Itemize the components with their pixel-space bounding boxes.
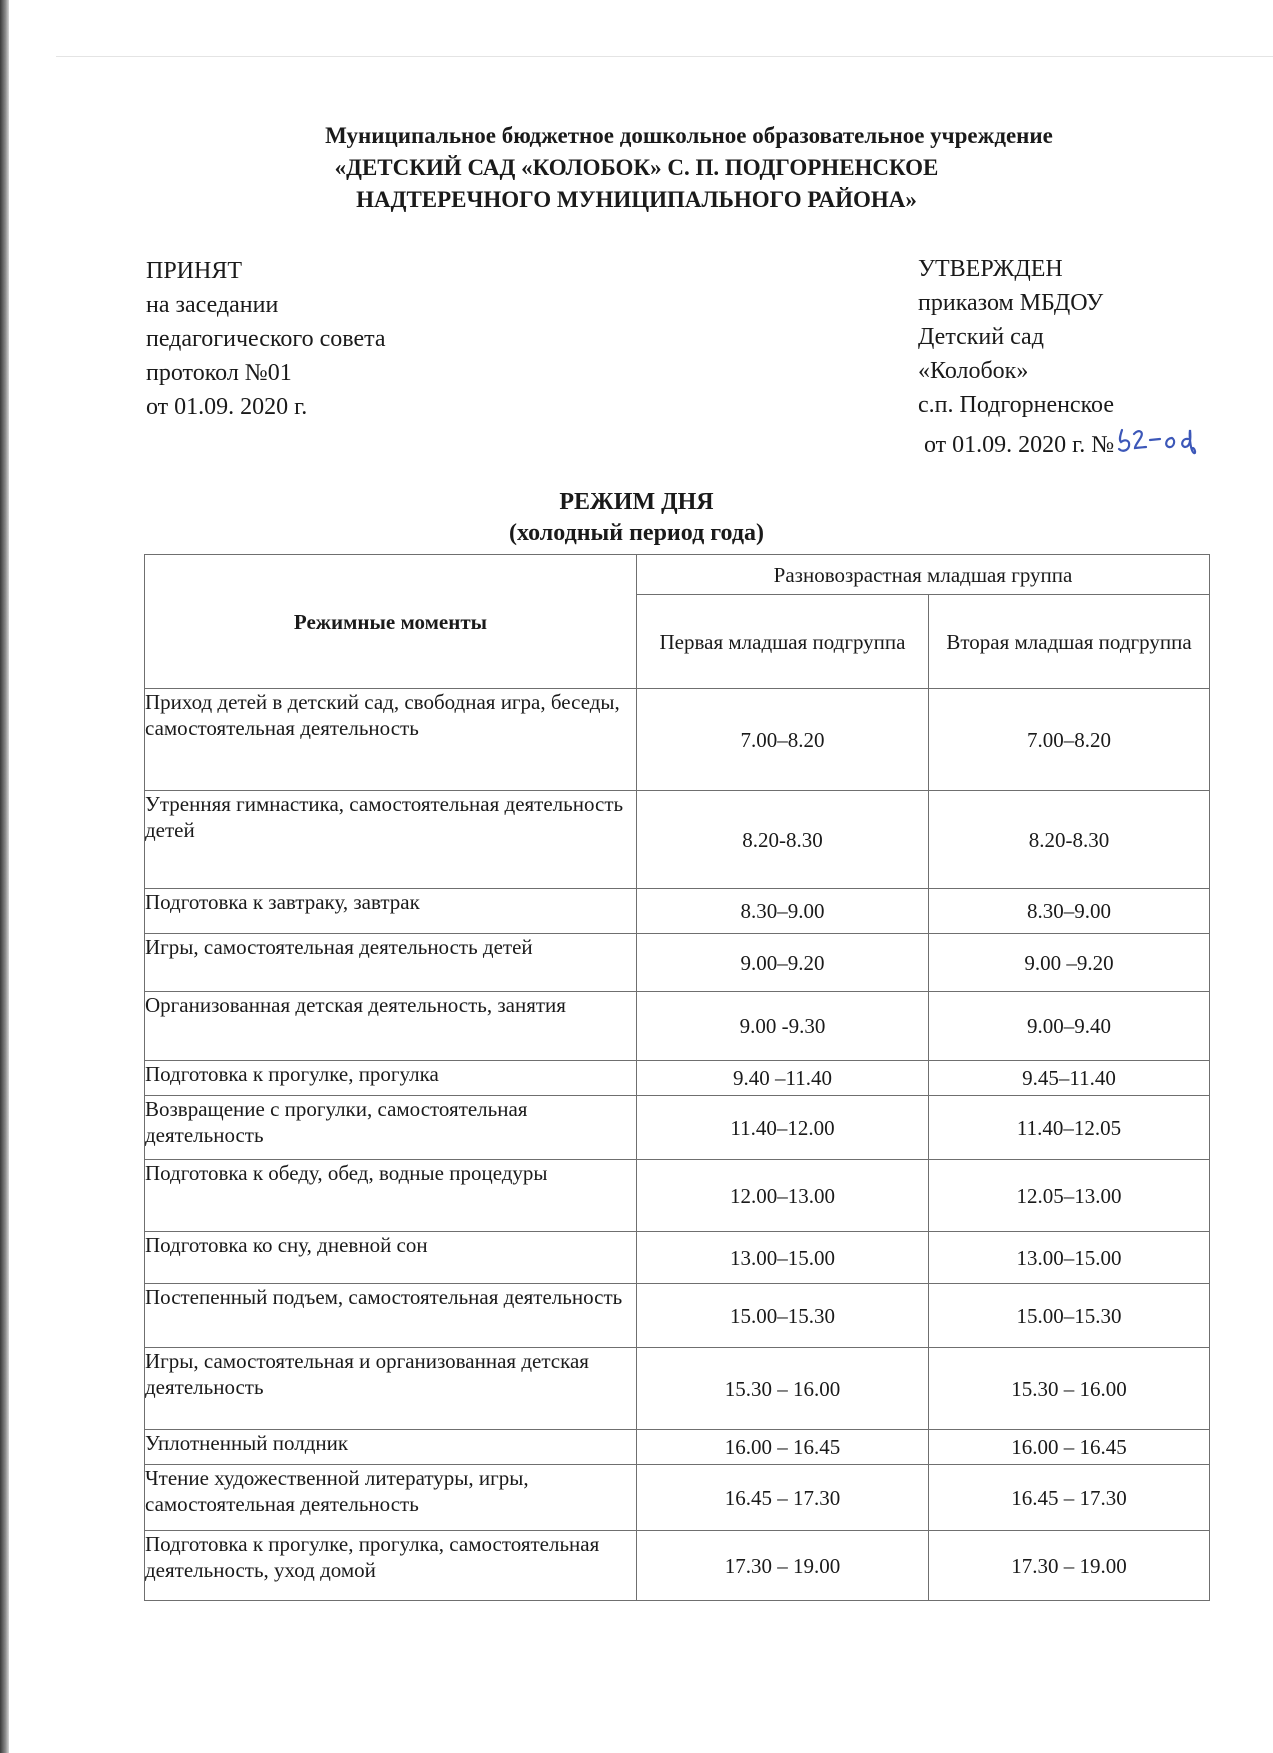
table-row bbox=[145, 689, 1210, 791]
time-cell-first: 9.00–9.20 bbox=[637, 934, 929, 992]
table-row bbox=[145, 1232, 1210, 1284]
column-header-activities: Режимные моменты bbox=[145, 555, 637, 689]
accepted-line: протокол №01 bbox=[146, 360, 292, 386]
table-row bbox=[145, 791, 1210, 889]
accepted-line: от 01.09. 2020 г. bbox=[146, 394, 308, 420]
schedule-table bbox=[144, 554, 1210, 1601]
time-cell-second: 13.00–15.00 bbox=[929, 1232, 1210, 1284]
schedule-subtitle: (холодный период года) bbox=[509, 520, 764, 546]
activity-cell: Подготовка к прогулке, прогулка bbox=[145, 1061, 637, 1096]
time-cell-first: 17.30 – 19.00 bbox=[637, 1531, 929, 1601]
approved-line: УТВЕРЖДЕН bbox=[918, 256, 1063, 282]
time-cell-second: 15.00–15.30 bbox=[929, 1284, 1210, 1348]
time-cell-second: 9.45–11.40 bbox=[929, 1061, 1210, 1096]
kindergarten-name-line-1: «ДЕТСКИЙ САД «КОЛОБОК» С. П. ПОДГОРНЕНСКОЕ bbox=[334, 155, 939, 180]
time-cell-second: 7.00–8.20 bbox=[929, 689, 1210, 791]
table-row bbox=[145, 992, 1210, 1061]
time-cell-first: 7.00–8.20 bbox=[637, 689, 929, 791]
activity-cell: Подготовка к прогулке, прогулка, самостоятельная деятельность, уход домой bbox=[145, 1531, 637, 1601]
scan-top-line bbox=[56, 56, 1273, 57]
time-cell-second: 11.40–12.05 bbox=[929, 1096, 1210, 1160]
approved-block bbox=[918, 252, 1208, 466]
table-header-row bbox=[145, 555, 1210, 595]
time-cell-first: 12.00–13.00 bbox=[637, 1160, 929, 1232]
table-row bbox=[145, 1465, 1210, 1531]
accepted-line: ПРИНЯТ bbox=[146, 258, 243, 284]
time-cell-first: 9.00 -9.30 bbox=[637, 992, 929, 1061]
approved-order-text: от 01.09. 2020 г. № bbox=[918, 432, 1115, 458]
accepted-block bbox=[146, 254, 386, 424]
activity-cell: Возвращение с прогулки, самостоятельная деятельность bbox=[145, 1096, 637, 1160]
time-cell-first: 15.00–15.30 bbox=[637, 1284, 929, 1348]
approved-line: «Колобок» bbox=[918, 358, 1029, 384]
table-row bbox=[145, 1096, 1210, 1160]
table-row bbox=[145, 1430, 1210, 1465]
accepted-line: на заседании bbox=[146, 292, 279, 318]
activity-cell: Утренняя гимнастика, самостоятельная деятельность детей bbox=[145, 791, 637, 889]
column-header-second-subgroup: Вторая младшая подгруппа bbox=[929, 595, 1210, 689]
time-cell-second: 9.00–9.40 bbox=[929, 992, 1210, 1061]
table-row bbox=[145, 1531, 1210, 1601]
org-line: Муниципальное бюджетное дошкольное образовательное учреждение bbox=[325, 123, 1053, 148]
table-row bbox=[145, 1348, 1210, 1430]
handwritten-order-number bbox=[1116, 422, 1208, 466]
document-header bbox=[0, 120, 1273, 216]
activity-cell: Чтение художественной литературы, игры, самостоятельная деятельность bbox=[145, 1465, 637, 1531]
time-cell-first: 16.45 – 17.30 bbox=[637, 1465, 929, 1531]
approved-line: приказом МБДОУ bbox=[918, 290, 1104, 316]
table-row bbox=[145, 889, 1210, 934]
activity-cell: Организованная детская деятельность, занятия bbox=[145, 992, 637, 1061]
table-row bbox=[145, 1061, 1210, 1096]
table-row bbox=[145, 934, 1210, 992]
time-cell-first: 9.40 –11.40 bbox=[637, 1061, 929, 1096]
table-row bbox=[145, 1284, 1210, 1348]
accepted-line: педагогического совета bbox=[146, 326, 386, 352]
time-cell-first: 8.30–9.00 bbox=[637, 889, 929, 934]
schedule-title: РЕЖИМ ДНЯ bbox=[559, 489, 714, 515]
time-cell-second: 8.30–9.00 bbox=[929, 889, 1210, 934]
approved-line: Детский сад bbox=[918, 324, 1044, 350]
time-cell-first: 13.00–15.00 bbox=[637, 1232, 929, 1284]
activity-cell: Игры, самостоятельная и организованная детская деятельность bbox=[145, 1348, 637, 1430]
time-cell-second: 16.00 – 16.45 bbox=[929, 1430, 1210, 1465]
approved-order-line bbox=[918, 422, 1208, 466]
activity-cell: Подготовка к завтраку, завтрак bbox=[145, 889, 637, 934]
time-cell-second: 17.30 – 19.00 bbox=[929, 1531, 1210, 1601]
column-header-first-subgroup: Первая младшая подгруппа bbox=[637, 595, 929, 689]
time-cell-first: 8.20-8.30 bbox=[637, 791, 929, 889]
kindergarten-name-line-2: НАДТЕРЕЧНОГО МУНИЦИПАЛЬНОГО РАЙОНА» bbox=[356, 187, 917, 212]
activity-cell: Приход детей в детский сад, свободная игра, беседы, самостоятельная деятельность bbox=[145, 689, 637, 791]
time-cell-second: 16.45 – 17.30 bbox=[929, 1465, 1210, 1531]
time-cell-second: 15.30 – 16.00 bbox=[929, 1348, 1210, 1430]
time-cell-first: 15.30 – 16.00 bbox=[637, 1348, 929, 1430]
time-cell-second: 9.00 –9.20 bbox=[929, 934, 1210, 992]
approved-line: с.п. Подгорненское bbox=[918, 392, 1114, 418]
column-header-group: Разновозрастная младшая группа bbox=[637, 555, 1210, 595]
time-cell-first: 16.00 – 16.45 bbox=[637, 1430, 929, 1465]
time-cell-second: 8.20-8.30 bbox=[929, 791, 1210, 889]
activity-cell: Подготовка к обеду, обед, водные процедуры bbox=[145, 1160, 637, 1232]
scan-edge bbox=[0, 0, 9, 1753]
activity-cell: Игры, самостоятельная деятельность детей bbox=[145, 934, 637, 992]
activity-cell: Постепенный подъем, самостоятельная деятельность bbox=[145, 1284, 637, 1348]
activity-cell: Уплотненный полдник bbox=[145, 1430, 637, 1465]
time-cell-second: 12.05–13.00 bbox=[929, 1160, 1210, 1232]
table-row bbox=[145, 1160, 1210, 1232]
time-cell-first: 11.40–12.00 bbox=[637, 1096, 929, 1160]
activity-cell: Подготовка ко сну, дневной сон bbox=[145, 1232, 637, 1284]
